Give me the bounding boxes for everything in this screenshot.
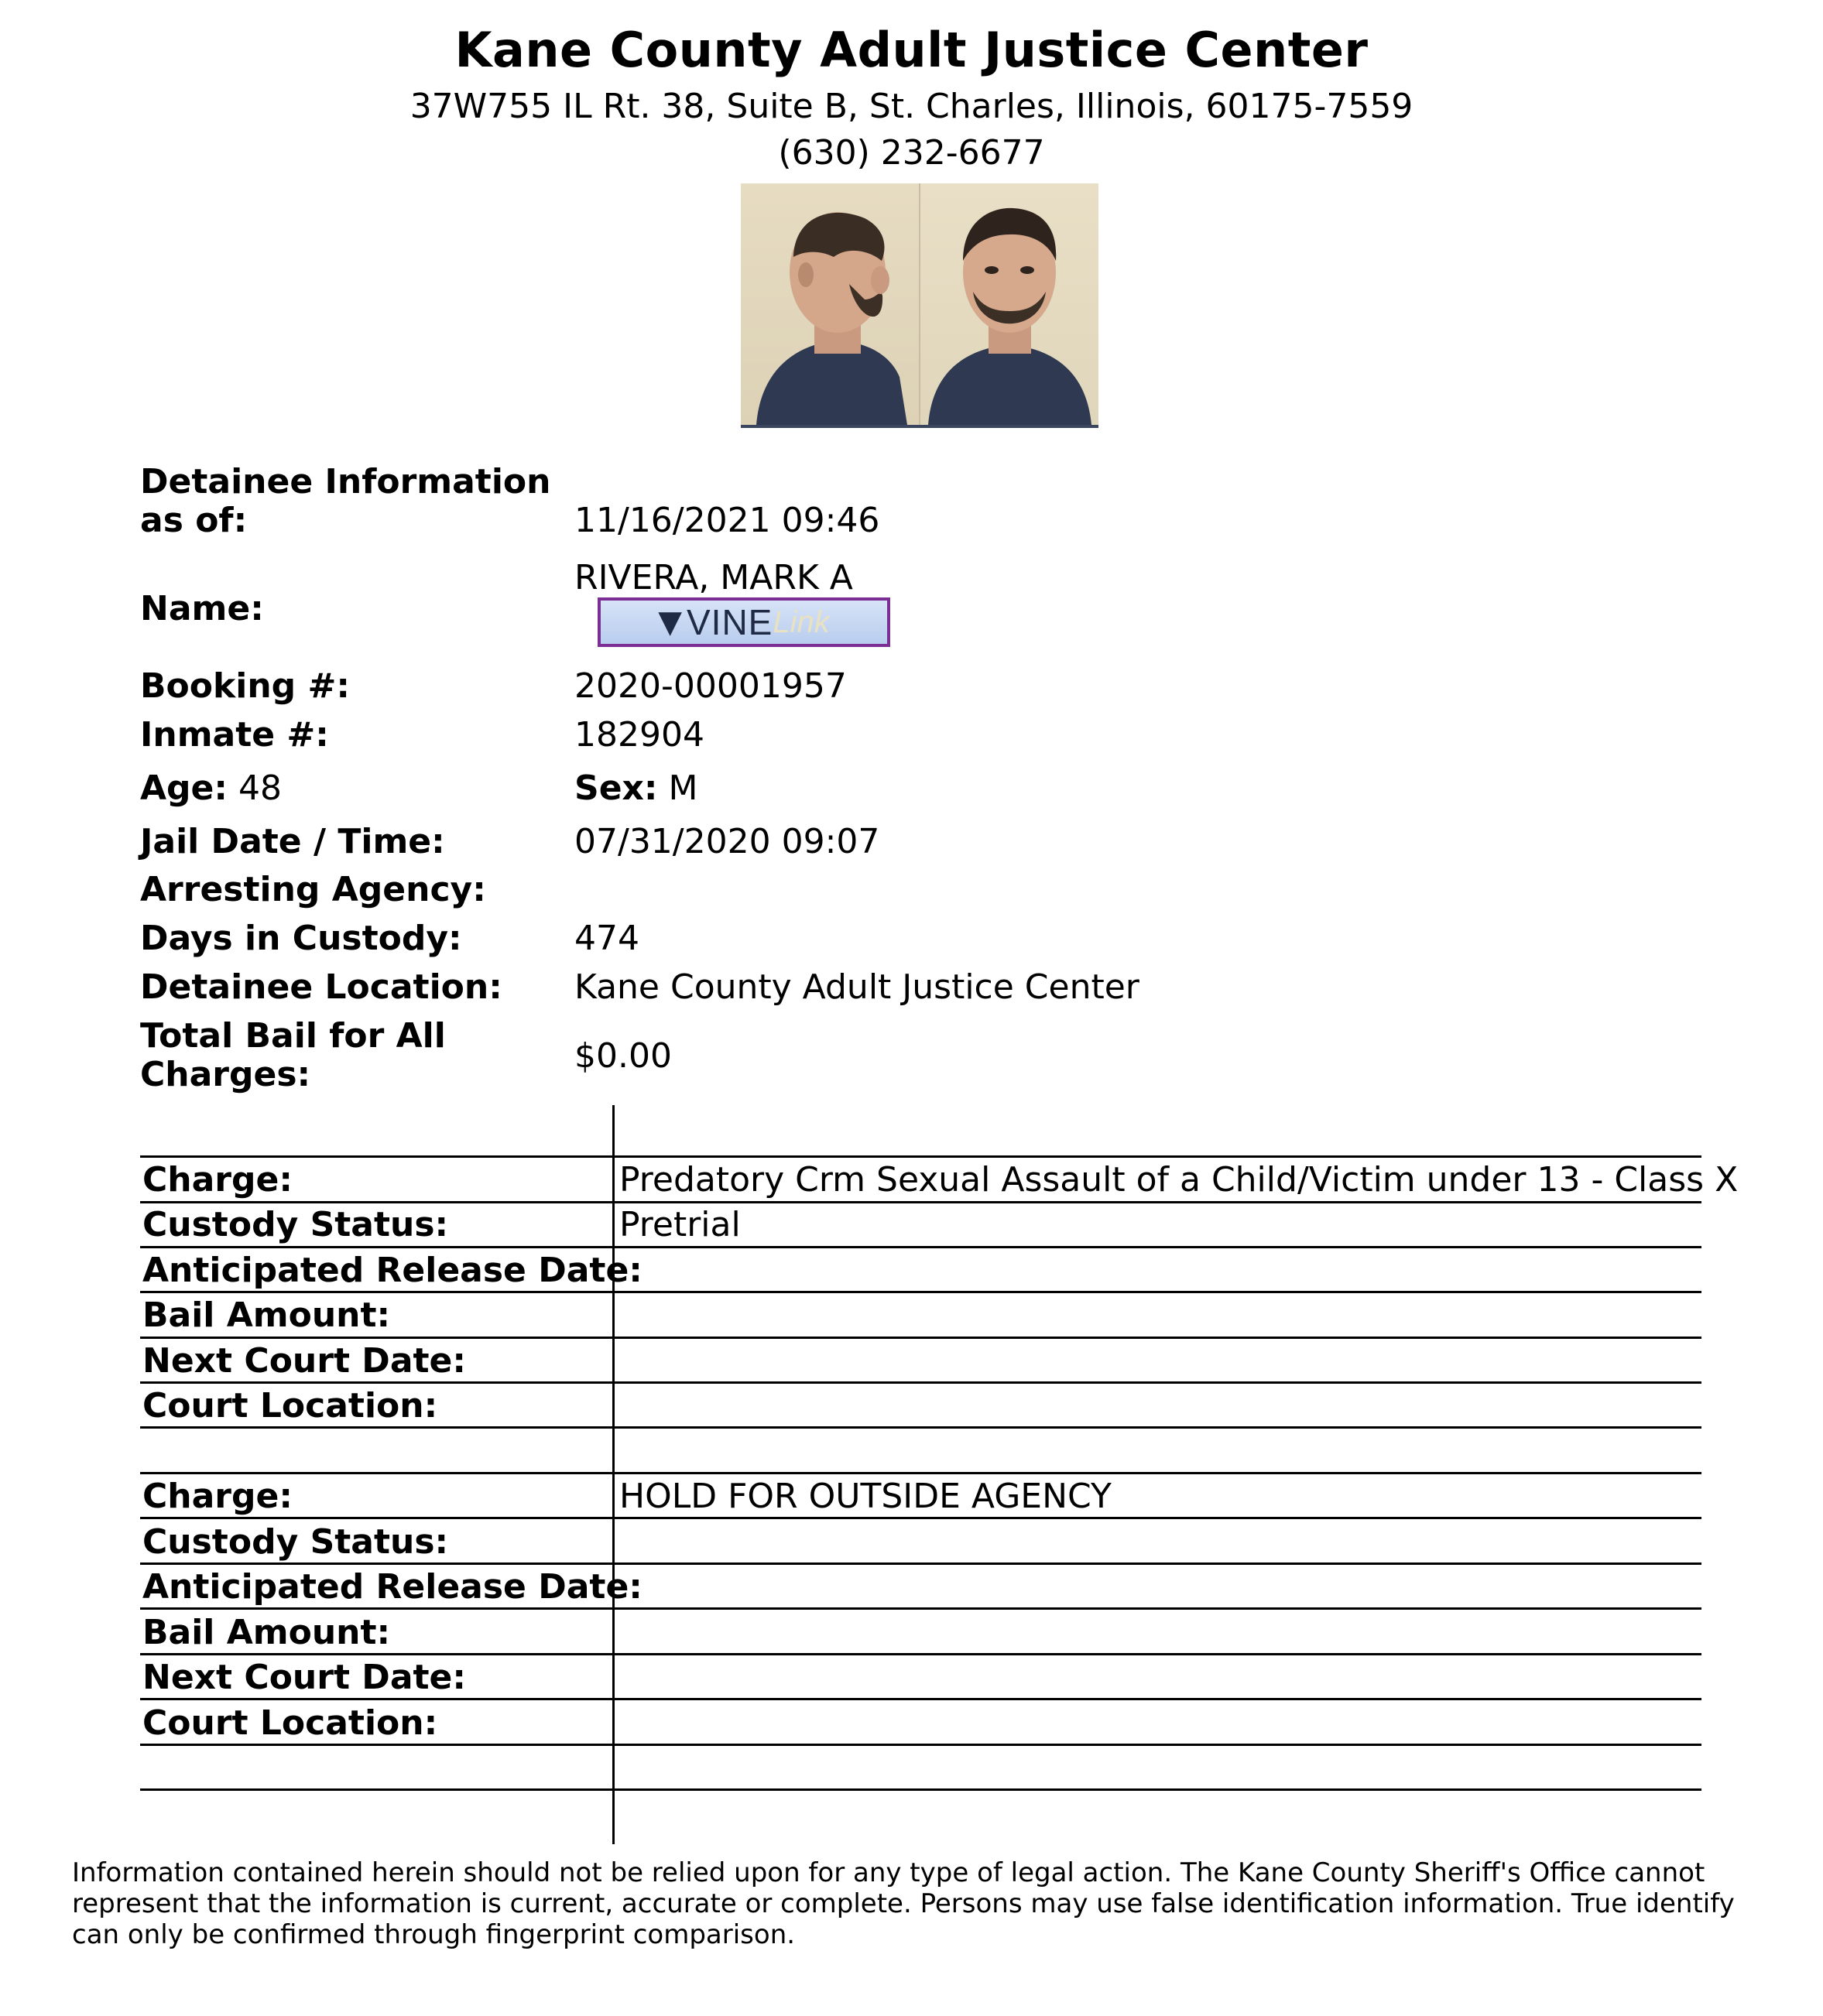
bail-amount-label: Bail Amount: bbox=[142, 1613, 391, 1652]
mugshot-profile-photo bbox=[741, 183, 920, 425]
table-rule bbox=[140, 1788, 1701, 1791]
total-bail-value: $0.00 bbox=[574, 1036, 672, 1076]
name-value: RIVERA, MARK A bbox=[574, 558, 853, 597]
table-rule bbox=[140, 1337, 1701, 1339]
facility-address: 37W755 IL Rt. 38, Suite B, St. Charles, Illinois, 60175-7559 bbox=[409, 87, 1414, 126]
charge-value: HOLD FOR OUTSIDE AGENCY bbox=[619, 1477, 1112, 1516]
jail-date-label: Jail Date / Time: bbox=[140, 822, 445, 861]
table-rule bbox=[140, 1426, 1701, 1429]
release-date-label: Anticipated Release Date: bbox=[142, 1251, 643, 1290]
table-rule bbox=[140, 1201, 1701, 1203]
name-label: Name: bbox=[140, 589, 264, 628]
total-bail-label: Total Bail for All bbox=[140, 1016, 446, 1056]
vinelink-word: VINE bbox=[687, 602, 773, 642]
jail-date-value: 07/31/2020 09:07 bbox=[574, 822, 880, 861]
disclaimer-line: Information contained herein should not be relied upon for any type of legal action. The Kane County Sheriff's Office cannot bbox=[72, 1857, 1705, 1888]
sex-value: M bbox=[668, 768, 698, 808]
booking-value: 2020-00001957 bbox=[574, 666, 847, 706]
detainee-info-label: Detainee Information bbox=[140, 462, 551, 501]
custody-status-value: Pretrial bbox=[619, 1205, 741, 1244]
booking-label: Booking #: bbox=[140, 666, 350, 706]
court-location-label: Court Location: bbox=[142, 1703, 438, 1743]
mugshot-front-photo bbox=[920, 183, 1098, 425]
charges-table-divider bbox=[612, 1105, 615, 1844]
charge-label: Charge: bbox=[142, 1160, 293, 1200]
vinelink-button[interactable] bbox=[598, 597, 890, 647]
detainee-location-value: Kane County Adult Justice Center bbox=[574, 967, 1139, 1007]
arresting-agency-label: Arresting Agency: bbox=[140, 870, 486, 909]
sex-row bbox=[574, 769, 697, 808]
vinelink-suffix: Link bbox=[773, 604, 830, 639]
disclaimer bbox=[72, 1857, 1790, 1950]
sex-label: Sex: bbox=[574, 768, 658, 808]
table-rule bbox=[140, 1246, 1701, 1248]
table-rule bbox=[140, 1562, 1701, 1565]
age-label: Age: bbox=[140, 768, 228, 808]
next-court-date-label: Next Court Date: bbox=[142, 1658, 466, 1697]
detainee-info-date: 11/16/2021 09:46 bbox=[574, 501, 880, 540]
inmate-label: Inmate #: bbox=[140, 715, 329, 755]
charge-label: Charge: bbox=[142, 1477, 293, 1516]
next-court-date-label: Next Court Date: bbox=[142, 1341, 466, 1381]
age-value: 48 bbox=[238, 768, 282, 808]
release-date-label: Anticipated Release Date: bbox=[142, 1567, 643, 1607]
facility-title: Kane County Adult Justice Center bbox=[454, 22, 1369, 78]
bail-amount-label: Bail Amount: bbox=[142, 1296, 391, 1335]
days-in-custody-value: 474 bbox=[574, 919, 639, 958]
inmate-value: 182904 bbox=[574, 715, 704, 755]
table-rule bbox=[140, 1653, 1701, 1655]
vine-logo-icon: ▼ bbox=[658, 604, 682, 640]
table-rule bbox=[140, 1744, 1701, 1746]
disclaimer-line: represent that the information is current, accurate or complete. Persons may use false identification information. True identify bbox=[72, 1888, 1735, 1919]
table-rule bbox=[140, 1155, 1701, 1158]
days-in-custody-label: Days in Custody: bbox=[140, 919, 462, 958]
table-rule bbox=[140, 1607, 1701, 1610]
mugshot-photos bbox=[741, 183, 1098, 428]
court-location-label: Court Location: bbox=[142, 1386, 438, 1426]
total-bail-label-2: Charges: bbox=[140, 1055, 311, 1094]
charge-value: Predatory Crm Sexual Assault of a Child/Victim under 13 - Class X bbox=[619, 1160, 1739, 1200]
disclaimer-line: can only be confirmed through fingerprint comparison. bbox=[72, 1919, 796, 1950]
detainee-info-asof-label: as of: bbox=[140, 501, 248, 540]
table-rule bbox=[140, 1517, 1701, 1519]
detainee-location-label: Detainee Location: bbox=[140, 967, 502, 1007]
facility-phone: (630) 232-6677 bbox=[778, 133, 1045, 173]
table-rule bbox=[140, 1381, 1701, 1384]
age-row bbox=[140, 769, 282, 808]
table-rule bbox=[140, 1472, 1701, 1474]
custody-status-label: Custody Status: bbox=[142, 1205, 449, 1244]
custody-status-label: Custody Status: bbox=[142, 1522, 449, 1562]
table-rule bbox=[140, 1291, 1701, 1293]
table-rule bbox=[140, 1698, 1701, 1700]
